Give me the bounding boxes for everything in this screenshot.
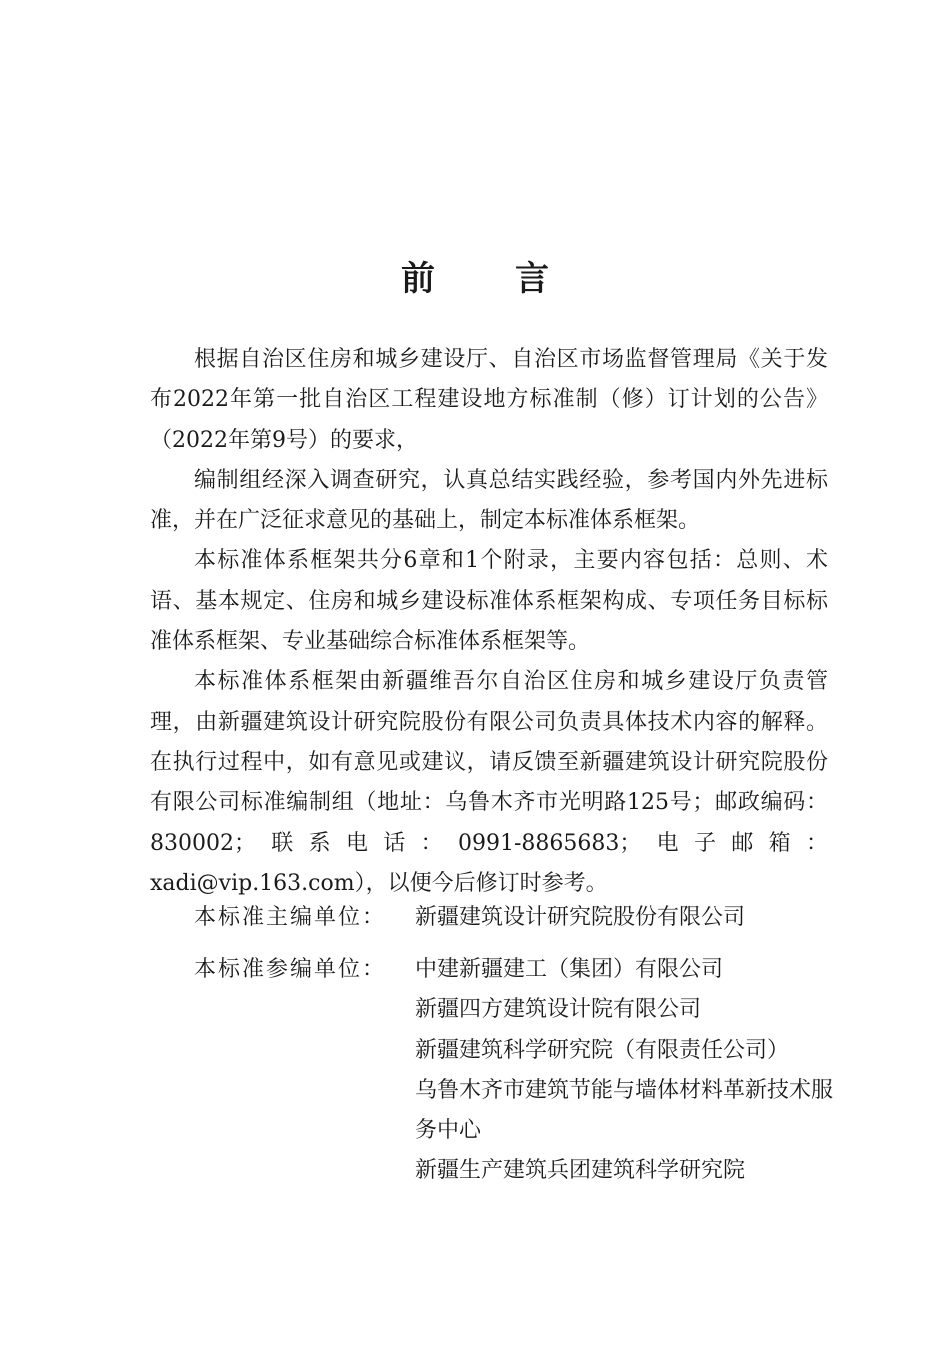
- chief-editor-unit: 新疆建筑设计研究院股份有限公司: [415, 905, 746, 930]
- paragraph-management: 本标准体系框架由新疆维吾尔自治区住房和城乡建设厅负责管理，由新疆建筑设计研究院股份有限公司负责具体技术内容的解释。在执行过程中，如有意见或建议，请反馈至新疆建筑设计研究院股份有限公司标准编制组（地址：乌鲁木齐市光明路125号；邮政编码：830002；联系电话：0991-8865683；电子邮箱：xadi@vip.163.com），以便今后修订时参考。: [150, 669, 828, 896]
- foreword-body: [150, 340, 828, 904]
- participating-unit: 新疆生产建筑兵团建筑科学研究院: [415, 1158, 746, 1184]
- paragraph-contents: 本标准体系框架共分6章和1个附录，主要内容包括：总则、术语、基本规定、住房和城乡建设标准体系框架构成、专项任务目标标准体系框架、专业基础综合标准体系框架等。: [150, 548, 828, 655]
- participating-units-section: [150, 950, 840, 1192]
- participating-units-list: [415, 950, 840, 1192]
- paragraph-basis: 根据自治区住房和城乡建设厅、自治区市场监督管理局《关于发布2022年第一批自治区工程建设地方标准制（修）订计划的公告》（2022年第9号）的要求，: [150, 347, 828, 453]
- participating-unit: 新疆建筑科学研究院（有限责任公司）: [415, 1037, 790, 1063]
- paragraph-process: 编制组经深入调查研究，认真总结实践经验，参考国内外先进标准，并在广泛征求意见的基础上，制定本标准体系框架。: [150, 467, 828, 534]
- participating-unit: 中建新疆建工（集团）有限公司: [415, 957, 724, 982]
- participating-unit: 乌鲁木齐市建筑节能与墙体材料革新技术服务中心: [415, 1077, 834, 1144]
- page-title: 前言: [401, 259, 629, 299]
- chief-editor-section: [150, 898, 840, 938]
- participating-units-label: 本标准参编单位：: [194, 957, 387, 982]
- chief-editor-label: 本标准主编单位：: [194, 905, 387, 930]
- participating-unit: 新疆四方建筑设计院有限公司: [415, 997, 702, 1023]
